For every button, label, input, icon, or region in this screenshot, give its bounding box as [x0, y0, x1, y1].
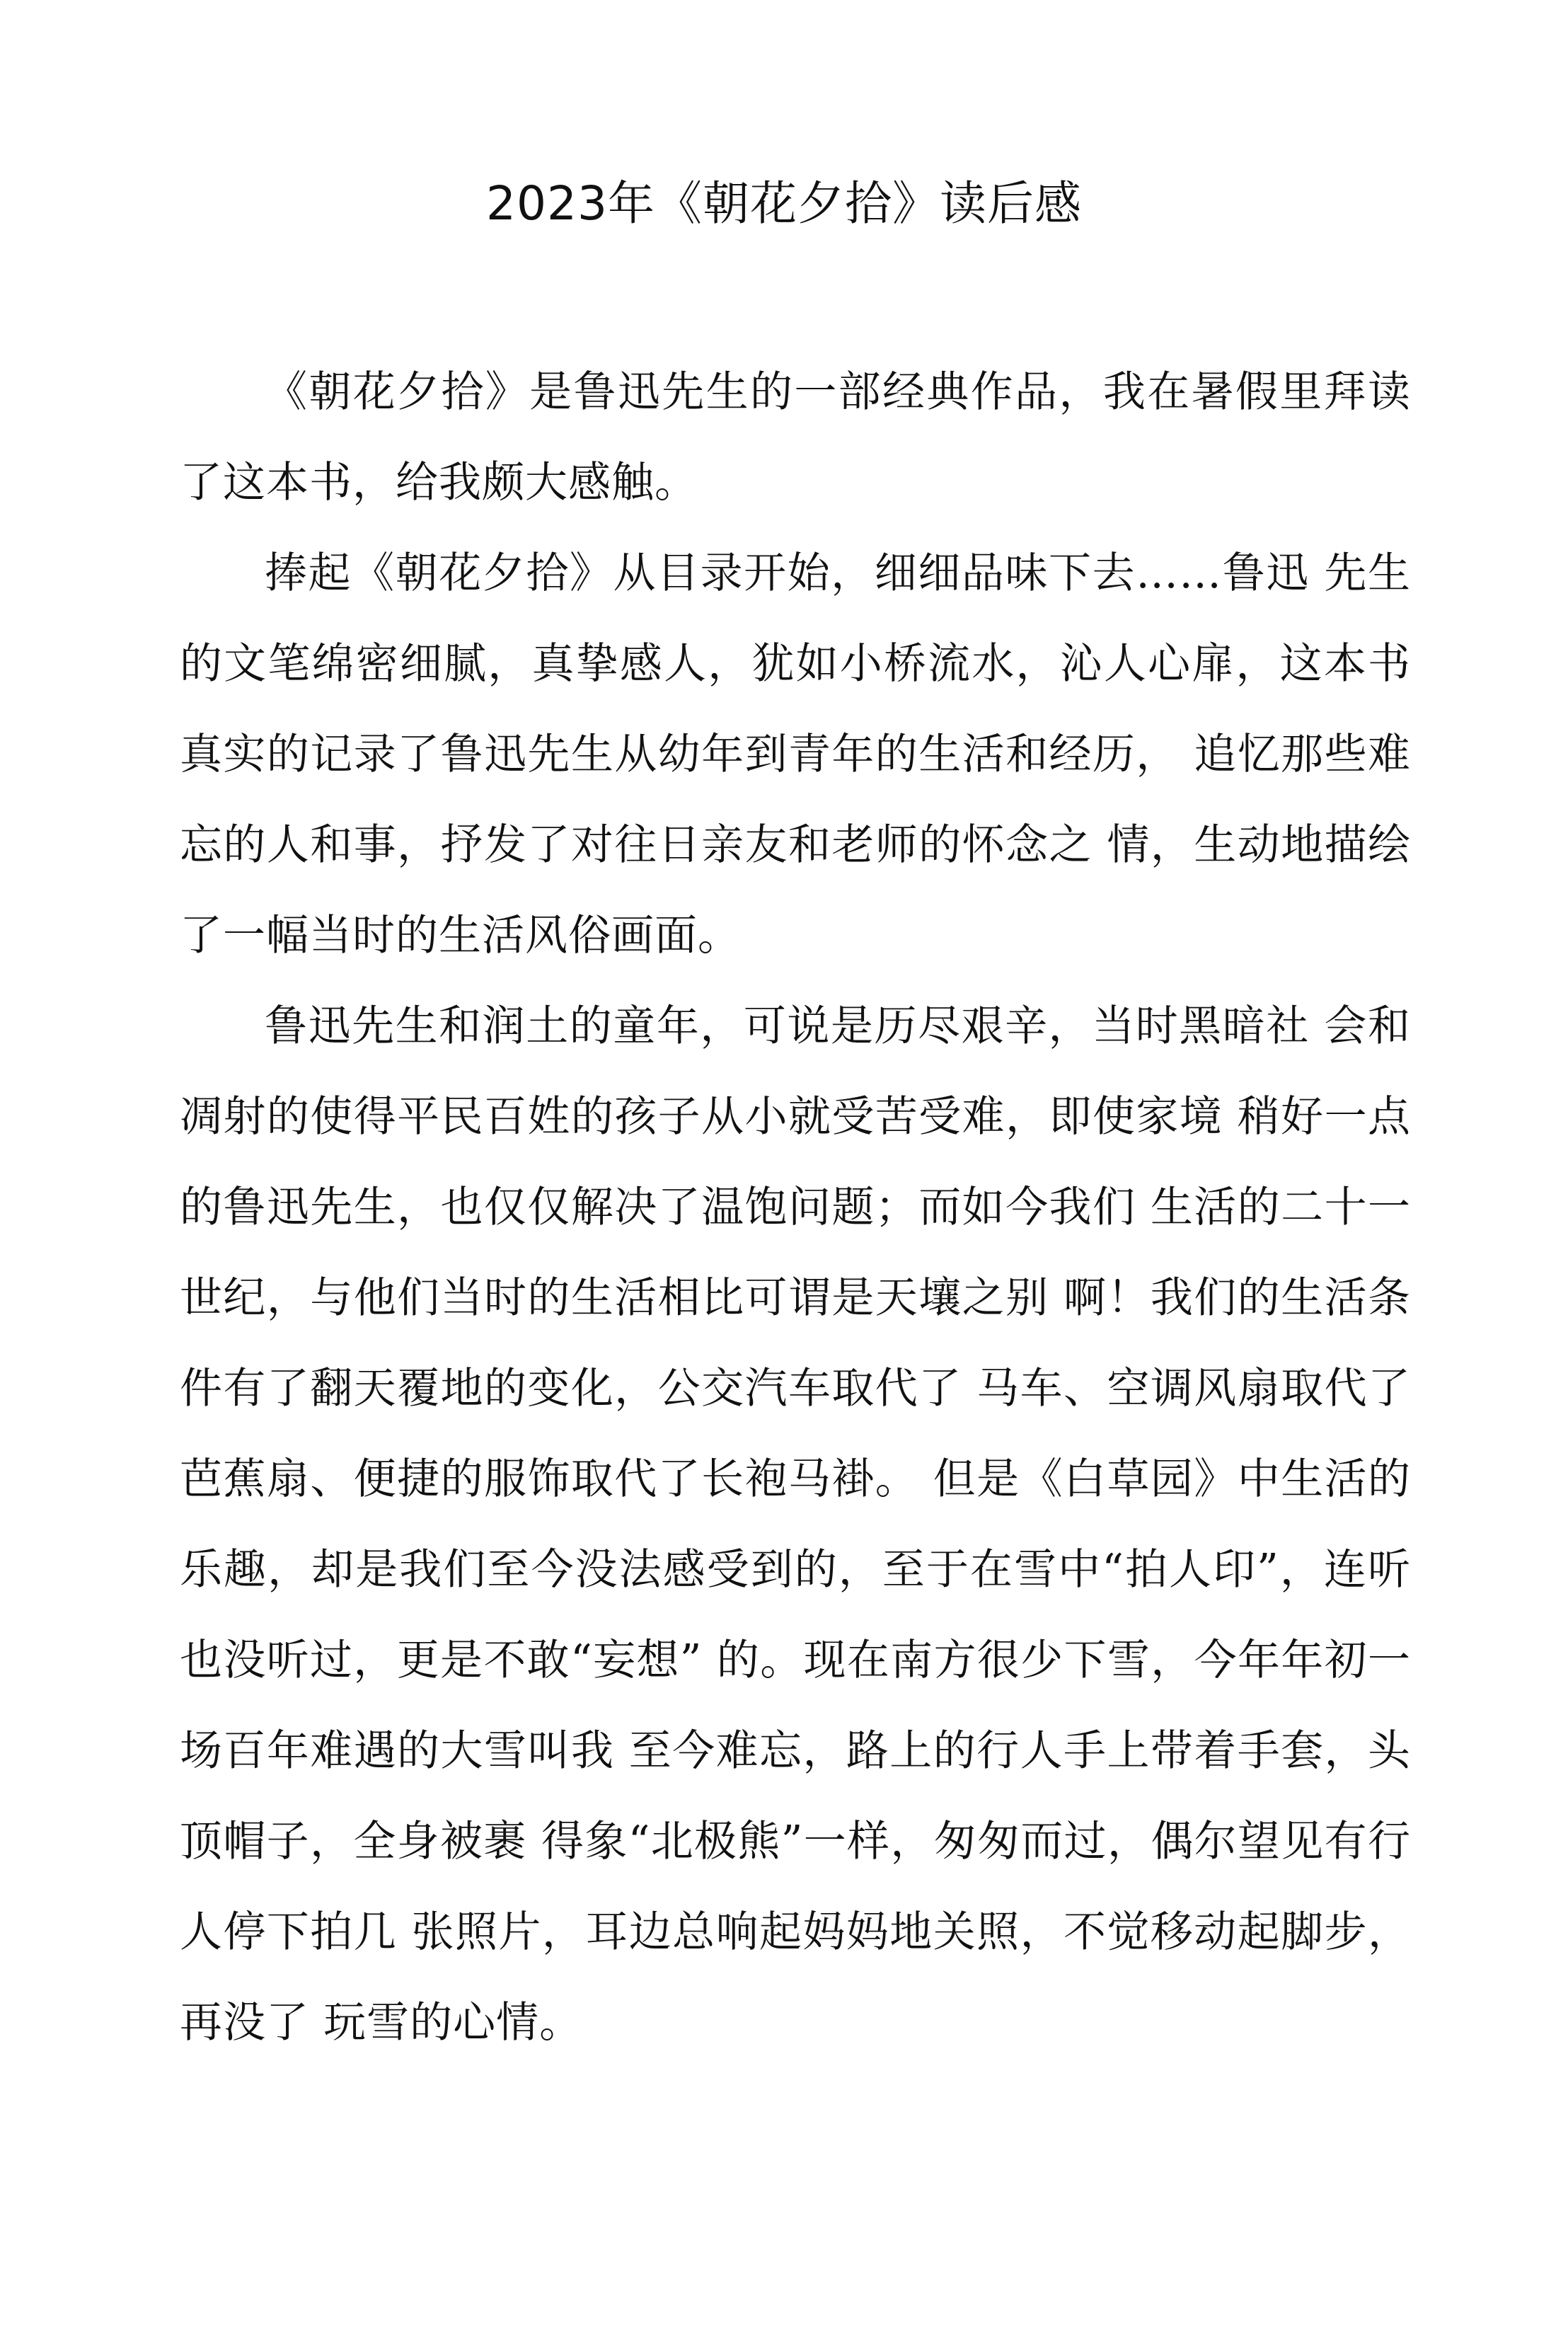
paragraph-childhood-comparison: 鲁迅先生和润土的童年，可说是历尽艰辛，当时黑暗社 会和凋射的使得平民百姓的孩子从小就受苦受难，即使家境 稍好一点的鲁迅先生，也仅仅解决了温饱问题；而如今我们 生活的二十一世纪，与他们当时的生活相比可谓是天壤之别 啊！我们的生活条件有了翻天覆地的变化，公交汽车取代了 马车、空调风扇取代了芭蕉扇、便捷的服饰取代了长袍马褂。 但是《白草园》中生活的乐趣，却是我们至今没法感受到的，至于在雪中“拍人印”，连听也没听过，更是不敢“妄想” 的。现在南方很少下雪，今年年初一场百年难遇的大雪叫我 至今难忘，路上的行人手上带着手套，头顶帽子，全身被裹 得象“北极熊”一样，匆匆而过，偶尔望见有行人停下拍几 张照片，耳边总响起妈妈地关照，不觉移动起脚步，再没了 玩雪的心情。: [180, 1001, 1411, 2048]
document-body: [180, 347, 1411, 2068]
paragraph-intro: 《朝花夕拾》是鲁迅先生的一部经典作品，我在暑假里拜读了这本书，给我颇大感触。: [180, 367, 1411, 507]
document-title: 2023年《朝花夕拾》读后感: [486, 176, 1082, 231]
paragraph-writing-style: 捧起《朝花夕拾》从目录开始，细细品味下去……鲁迅 先生的文笔绵密细腻，真挚感人，犹如小桥流水，沁人心扉，这本书真实的记录了鲁迅先生从幼年到青年的生活和经历， 追忆那些难忘的人和事，抒发了对往日亲友和老师的怀念之 情，生动地描绘了一幅当时的生活风俗画面。: [180, 549, 1411, 960]
